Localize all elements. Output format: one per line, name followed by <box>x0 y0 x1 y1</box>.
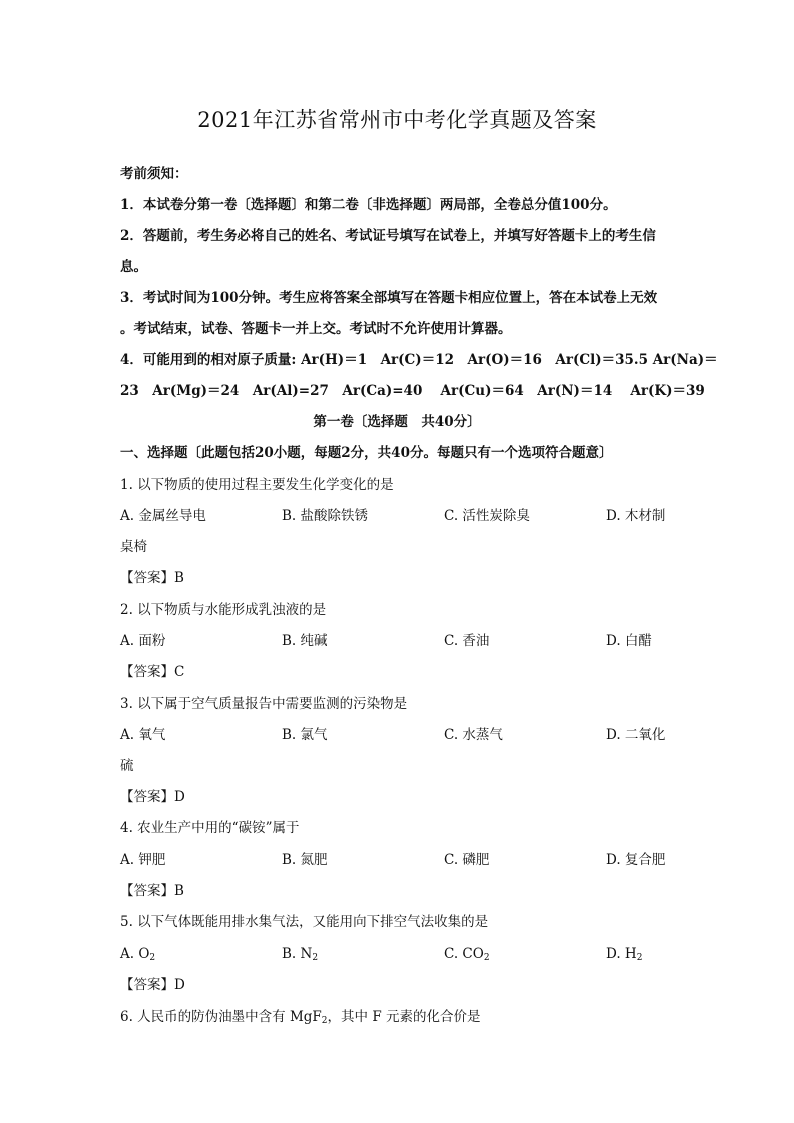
question-3-stem: 3. 以下属于空气质量报告中需要监测的污染物是 <box>120 696 408 712</box>
notice-line-1: 1．本试卷分第一卷〔选择题〕和第二卷〔非选择题〕两局部，全卷总分值100分。 <box>120 197 617 213</box>
question-3-option-c: C. 水蒸气 <box>444 727 503 743</box>
subscript-2: 2 <box>312 953 319 963</box>
notice-line-2-wrap: 息。 <box>120 259 147 275</box>
question-2-stem: 2. 以下物质与水能形成乳浊液的是 <box>120 602 327 618</box>
question-3-option-b: B. 氯气 <box>282 727 328 743</box>
question-3-answer: 【答案】D <box>120 789 185 805</box>
notice-line-3-wrap: 。考试结束，试卷、答题卡一并上交。考试时不允许使用计算器。 <box>120 321 512 337</box>
question-3-option-a: A. 氧气 <box>120 727 166 743</box>
notice-heading: 考前须知： <box>120 166 188 182</box>
question-3-option-d: D. 二氧化 <box>606 727 666 743</box>
question-5-option-b-text: B. N <box>282 946 313 962</box>
notice-line-3: 3．考试时间为100分钟。考生应将答案全部填写在答题卡相应位置上，答在本试卷上无效 <box>120 290 658 306</box>
question-4-answer: 【答案】B <box>120 883 184 899</box>
question-5-option-d <box>606 944 642 964</box>
question-4-option-d: D. 复合肥 <box>606 852 666 868</box>
section1-heading: 一、选择题〔此题包括20小题，每题2分，共40分。每题只有一个选项符合题意〕 <box>120 445 613 461</box>
question-6-stem <box>120 1007 680 1027</box>
question-4-option-a: A. 钾肥 <box>120 852 166 868</box>
notice-line-2: 2．答题前，考生务必将自己的姓名、考试证号填写在试卷上，并填写好答题卡上的考生信 <box>120 228 656 244</box>
part1-title: 第一卷〔选择题 共40分〕 <box>313 414 481 430</box>
question-4-option-b: B. 氮肥 <box>282 852 328 868</box>
question-5-option-d-text: D. H <box>606 946 637 962</box>
notice-line-4: 4．可能用到的相对原子质量: Ar(H)＝1 Ar(C)＝12 Ar(O)＝16 Ar(Cl)＝35.5 Ar(Na)＝ <box>120 352 718 368</box>
question-1-stem: 1. 以下物质的使用过程主要发生化学变化的是 <box>120 477 394 493</box>
notice-line-4-wrap: 23 Ar(Mg)＝24 Ar(Al)=27 Ar(Ca)=40 Ar(Cu)＝64 Ar(N)＝14 Ar(K)＝39 <box>120 383 705 399</box>
document-title: 2021年江苏省常州市中考化学真题及答案 <box>197 108 597 132</box>
question-6-stem-post: ，其中 F 元素的化合价是 <box>327 1009 481 1025</box>
question-5-stem: 5. 以下气体既能用排水集气法，又能用向下排空气法收集的是 <box>120 914 489 930</box>
question-2-option-b: B. 纯碱 <box>282 633 328 649</box>
subscript-2: 2 <box>149 953 156 963</box>
subscript-2: 2 <box>636 953 643 963</box>
subscript-2: 2 <box>483 953 490 963</box>
question-1-option-d-wrap: 桌椅 <box>120 539 147 555</box>
question-2-option-a: A. 面粉 <box>120 633 166 649</box>
question-2-answer: 【答案】C <box>120 664 185 680</box>
question-1-option-b: B. 盐酸除铁锈 <box>282 508 369 524</box>
question-5-option-c-text: C. CO <box>444 946 484 962</box>
question-2-option-d: D. 白醋 <box>606 633 652 649</box>
question-1-answer: 【答案】B <box>120 570 184 586</box>
question-2-option-c: C. 香油 <box>444 633 490 649</box>
question-5-option-a <box>120 944 155 964</box>
question-4-stem: 4. 农业生产中用的“碳铵”属于 <box>120 820 300 836</box>
question-3-option-d-wrap: 硫 <box>120 758 134 774</box>
question-5-option-b <box>282 944 318 964</box>
question-4-option-c: C. 磷肥 <box>444 852 490 868</box>
question-5-option-c <box>444 944 490 964</box>
question-1-option-d: D. 木材制 <box>606 508 666 524</box>
question-1-option-a: A. 金属丝导电 <box>120 508 206 524</box>
question-5-option-a-text: A. O <box>120 946 150 962</box>
question-1-option-c: C. 活性炭除臭 <box>444 508 530 524</box>
question-6-stem-pre: 6. 人民币的防伪油墨中含有 MgF <box>120 1009 322 1025</box>
subscript-2: 2 <box>321 1016 328 1026</box>
question-5-answer: 【答案】D <box>120 977 185 993</box>
